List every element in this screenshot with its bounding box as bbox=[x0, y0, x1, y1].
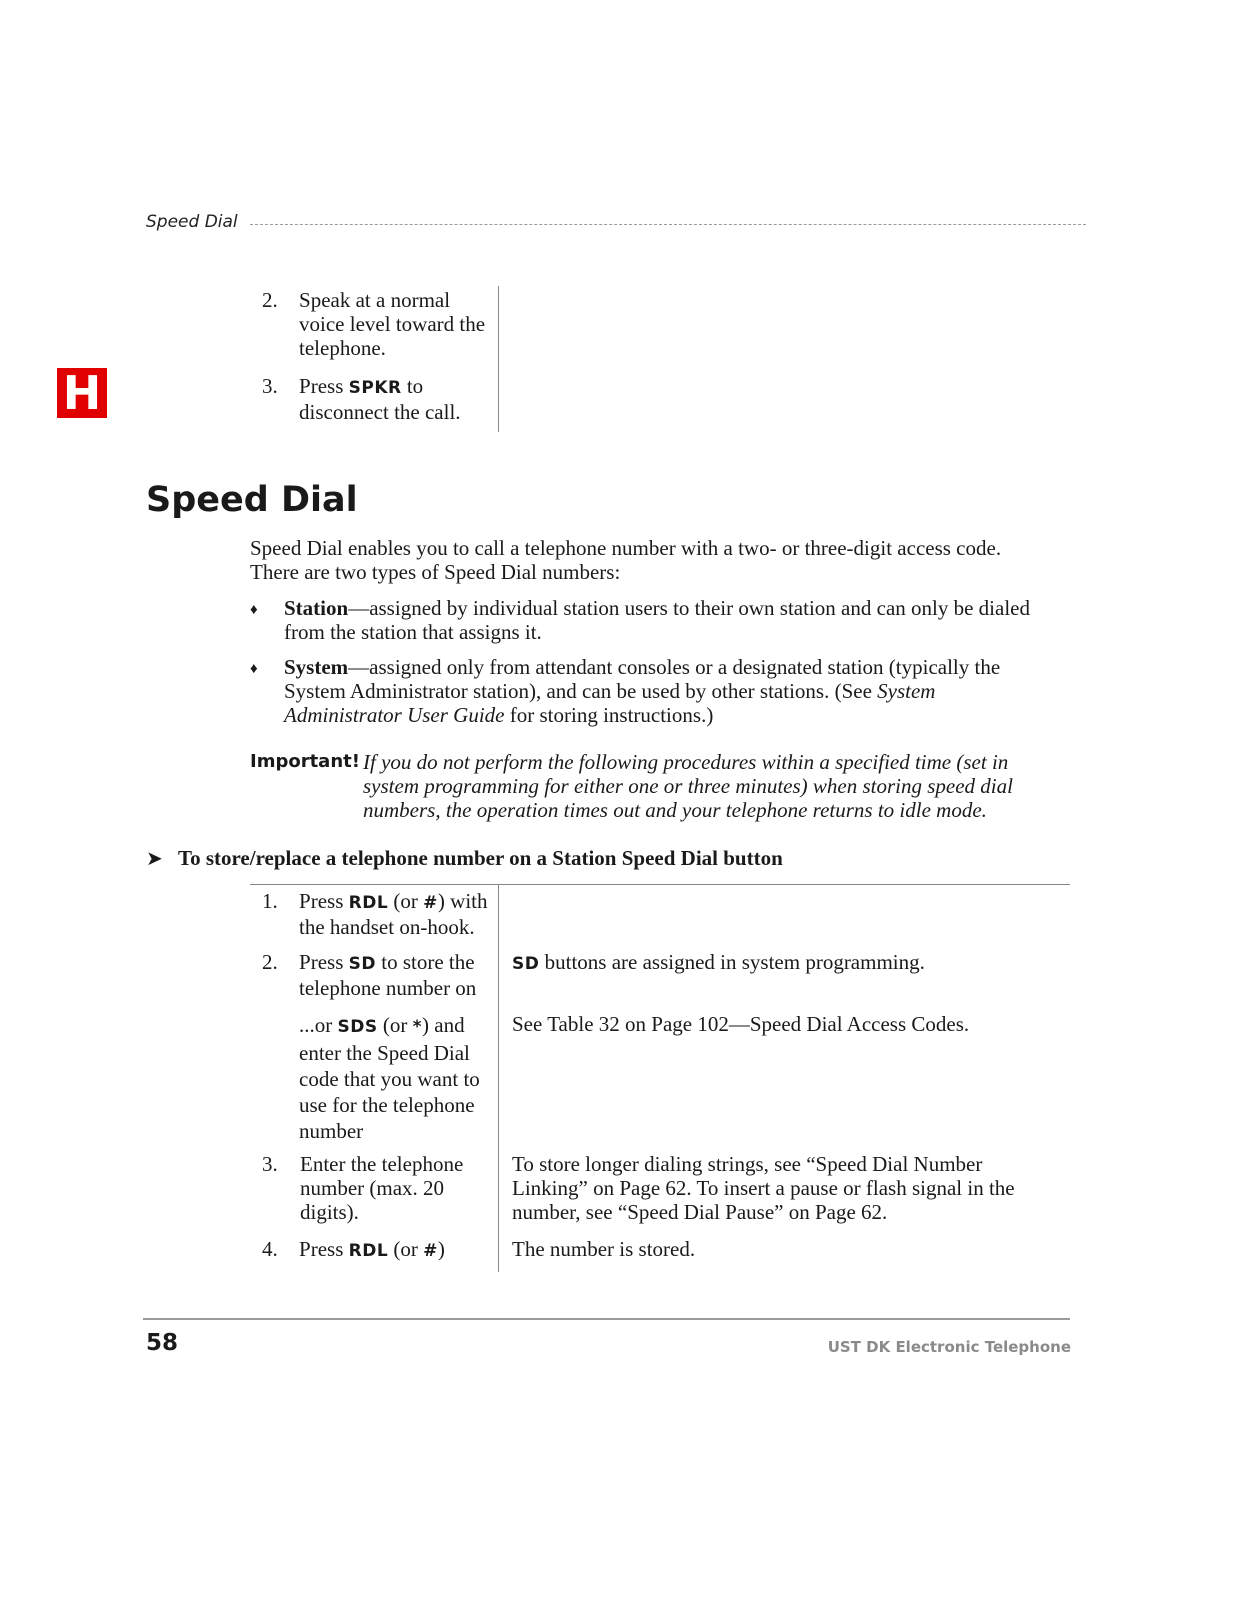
procedure-note-2: SD buttons are assigned in system programming. bbox=[512, 950, 925, 974]
diamond-bullet-icon: ♦ bbox=[250, 602, 258, 618]
running-head bbox=[146, 210, 1086, 234]
step-number: 3. bbox=[262, 1152, 278, 1176]
step-number: 2. bbox=[262, 288, 278, 312]
pound-key: # bbox=[423, 893, 438, 913]
section-title: Speed Dial bbox=[146, 480, 358, 520]
bullet-station bbox=[250, 596, 1070, 644]
procedure-note-3: To store longer dialing strings, see “Speed Dial Number Linking” on Page 62. To insert a pause or flash signal in the number, see “Speed Dial Pause” on Page 62. bbox=[512, 1152, 1015, 1224]
rdl-key: RDL bbox=[348, 1241, 389, 1261]
spkr-key: SPKR bbox=[348, 378, 402, 398]
step-number: 1. bbox=[262, 889, 278, 913]
sds-key: SDS bbox=[337, 1017, 378, 1037]
procedure-note-2-alt: See Table 32 on Page 102—Speed Dial Access Codes. bbox=[512, 1012, 970, 1036]
procedure-step-2-alt bbox=[299, 1012, 491, 1144]
intro-paragraph: Speed Dial enables you to call a telephone number with a two- or three-digit access code. There are two types of Speed Dial numbers: bbox=[250, 536, 1002, 584]
top-step-3 bbox=[262, 374, 492, 424]
step-text: Speak at a normal voice level toward the telephone. bbox=[299, 288, 486, 360]
footer-rule bbox=[143, 1318, 1070, 1320]
important-label: Important! bbox=[250, 751, 360, 772]
step-text: Press RDL (or #) with the handset on-hook. bbox=[299, 889, 488, 939]
procedure-step-1 bbox=[262, 889, 492, 939]
procedure-table-top-rule bbox=[250, 884, 1070, 885]
sd-key: SD bbox=[512, 954, 540, 974]
running-head-label: Speed Dial bbox=[146, 212, 238, 232]
running-head-rule bbox=[250, 224, 1086, 225]
bullet-term: System bbox=[284, 655, 349, 679]
bullet-system bbox=[250, 655, 1070, 727]
top-table-divider bbox=[498, 286, 499, 432]
bullet-text: Station—assigned by individual station users to their own station and can only be dialed from the station that assigns it. bbox=[284, 596, 1030, 644]
step-text: Enter the telephone number (max. 20 digits). bbox=[300, 1152, 464, 1224]
page-number: 58 bbox=[146, 1330, 179, 1356]
diamond-bullet-icon: ♦ bbox=[250, 661, 258, 677]
procedure-step-2 bbox=[262, 950, 492, 1000]
section-tab-h: H bbox=[57, 368, 107, 418]
step-number: 2. bbox=[262, 950, 278, 974]
procedure-note-4: The number is stored. bbox=[512, 1237, 696, 1261]
step-number: 3. bbox=[262, 374, 278, 398]
procedure-step-4 bbox=[262, 1237, 492, 1263]
guide-reference: System Administrator User Guide bbox=[284, 679, 936, 727]
important-text: If you do not perform the following procedures within a specified time (set in system programming for either one or three minutes) when storing speed dial numbers, the operation times out and your telephone returns to idle mode. bbox=[363, 750, 1013, 822]
procedure-heading bbox=[146, 846, 783, 871]
procedure-table-divider bbox=[498, 884, 499, 1272]
bullet-text: System—assigned only from attendant consoles or a designated station (typically the System Administrator station), and can be used by other stations. (See System Administrator User Guide for storing instructions.) bbox=[284, 655, 1001, 727]
document-title: UST DK Electronic Telephone bbox=[827, 1338, 1071, 1356]
sd-key: SD bbox=[348, 954, 376, 974]
bullet-term: Station bbox=[284, 596, 349, 620]
procedure-title: To store/replace a telephone number on a Station Speed Dial button bbox=[178, 846, 783, 870]
star-key: * bbox=[412, 1017, 422, 1037]
step-text: ...or SDS (or *) and enter the Speed Dial code that you want to use for the telephone number bbox=[299, 1013, 480, 1143]
arrow-icon: ➤ bbox=[146, 848, 163, 870]
step-text: Press SD to store the telephone number on bbox=[299, 950, 477, 1000]
rdl-key: RDL bbox=[348, 893, 389, 913]
procedure-step-3 bbox=[262, 1152, 492, 1224]
step-text: Press SPKR to disconnect the call. bbox=[299, 374, 461, 424]
pound-key: # bbox=[423, 1241, 438, 1261]
top-step-2 bbox=[262, 288, 492, 360]
step-number: 4. bbox=[262, 1237, 278, 1261]
step-text: Press RDL (or #) bbox=[299, 1237, 445, 1261]
